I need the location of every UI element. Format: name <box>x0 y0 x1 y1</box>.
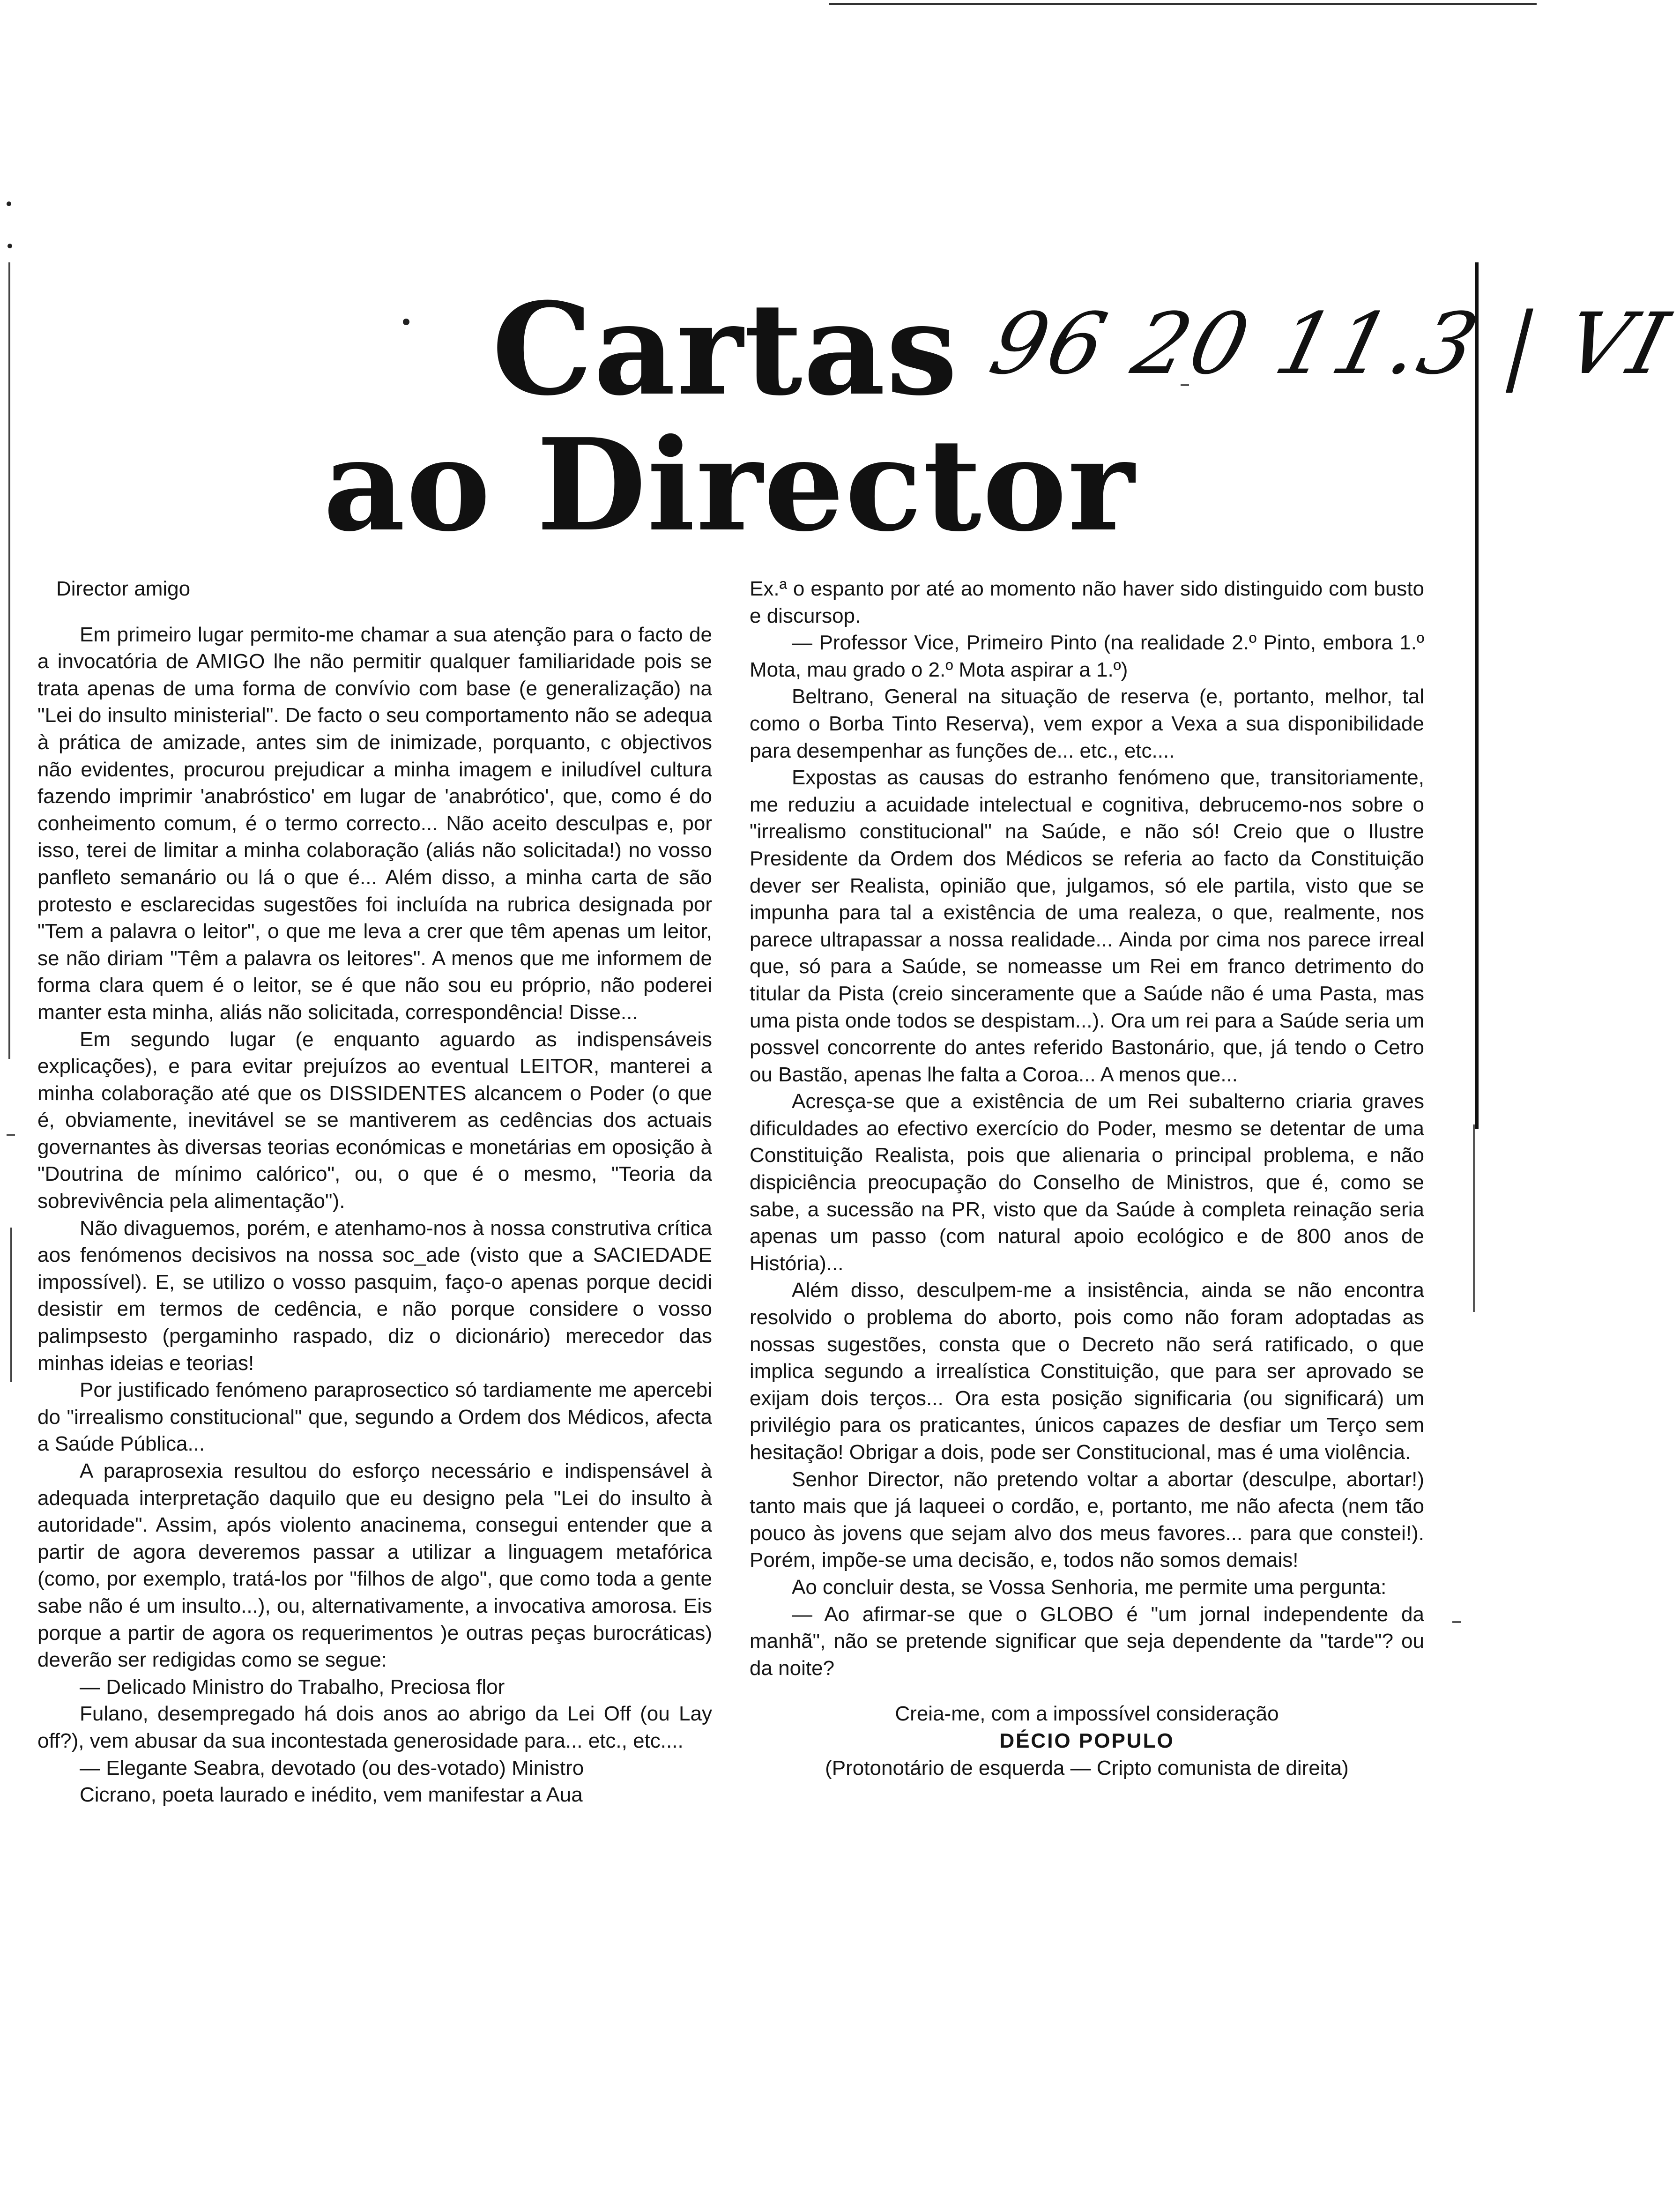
paragraph: Fulano, desempregado há dois anos ao abrigo da Lei Off (ou Lay off?), vem abusar da sua incontestada generosidade para... etc., etc.... <box>37 1702 712 1752</box>
scan-speck <box>7 244 12 248</box>
paragraph: Por justificado fenómeno paraprosectico só tardiamente me apercebi do "irrealismo constitucional" que, segundo a Ordem dos Médicos, afecta a Saúde Pública... <box>37 1378 712 1456</box>
scan-speck <box>7 1134 15 1136</box>
paragraph: Em primeiro lugar permito-me chamar a sua atenção para o facto de a invocatória de AMIGO lhe não permitir qualquer familiaridade pois se trata apenas de uma forma de convívio com base (e generalização) na "Lei do insulto ministerial". De facto o seu comportamento não se adequa à prática de amizade, antes sim de inimizade, porquanto, c objectivos não evidentes, procurou prejudicar a minha imagem e iniludível cultura fazendo imprimir 'anabróstico' em lugar de 'anabrótico', que, como é do conheimento comum, é o termo correcto... Não aceito desculpas e, por isso, terei de limitar a minha colaboração (aliás não solicitada!) no vosso panfleto semanário ou lá o que é... Além disso, a minha carta de são protesto e esclarecidas sugestões foi incluída na rubrica designada por "Tem a palavra o leitor", o que me leva a crer que têm apenas um leitor, se não diriam "Têm a palavra os leitores". A menos que me informem de forma clara quem é o leitor, se é que não sou eu próprio, não poderei manter esta minha, aliás não solicitada, correspondência! Disse... <box>37 623 712 1024</box>
paragraph: Não divaguemos, porém, e atenhamo-nos à nossa construtiva crítica aos fenómenos decisivos na nossa soc_ade (visto que a SACIEDADE impossível). E, se utilizo o vosso pasquim, faço-o apenas porque decidi desistir em termos de cedência, e não porque considere o vosso palimpsesto (pergaminho raspado, diz o dicionário) merecedor das minhas ideias e teorias! <box>37 1216 712 1375</box>
letter-column-right <box>750 575 1424 1781</box>
letter-salutation: Director amigo <box>56 577 191 600</box>
paragraph: Em segundo lugar (e enquanto aguardo as indispensáveis explicações), e para evitar prejuízos ao eventual LEITOR, manterei a minha colaboração até que os DISSIDENTES alcancem o Poder (o que é, obviamente, inevitável se se mantiverem as cedências dos actuais governantes às diversas teorias económicas e monetárias em oposição à "Doutrina de mínimo calórico", ou, o que é o mesmo, "Teoria da sobrevivência pela alimentação"). <box>37 1027 712 1213</box>
paragraph: Além disso, desculpem-me a insistência, ainda se não encontra resolvido o problema do aborto, pois como não foram adoptadas as nossas sugestões, consta que o Decreto não será ratificado, o que implica segundo a irrealística Constituição, que para ser aprovado se exijam dois terços... Ora esta posição significaria (ou significará) um privilégio para os praticantes, únicos capazes de desfiar um Terço sem hesitação! Obrigar a dois, pode ser Constitucional, mas é uma violência. <box>750 1279 1424 1464</box>
paragraph: — Elegante Seabra, devotado (ou des-votado) Ministro <box>80 1756 584 1779</box>
scan-left-edge-lower <box>10 1228 12 1382</box>
paragraph: — Ao afirmar-se que o GLOBO é "um jornal independente da manhã", não se pretende significar que seja dependente da "tarde"? ou da noite? <box>750 1602 1424 1680</box>
handwritten-archive-note <box>981 281 1680 422</box>
paragraph: Acresça-se que a existência de um Rei subalterno criaria graves dificuldades ao efectivo exercício do Poder, mesmo se detentar de uma Constituição Realista, pois que alienaria o principal problema, e não dispiciência preocupação do Conselho de Ministros, que é, como se sabe, a sucessão na PR, visto que da Saúde à completa reinação seria apenas um passo (com natural apoio ecológico e de 800 anos de História)... <box>750 1090 1424 1275</box>
paragraph: Cicrano, poeta laurado e inédito, vem manifestar a Aua <box>80 1783 583 1807</box>
paragraph: Ex.ª o espanto por até ao momento não haver sido distinguido com busto e discursop. <box>750 577 1424 627</box>
scan-speck <box>7 201 11 206</box>
scan-right-edge-lower <box>1473 1124 1475 1312</box>
paragraph: Expostas as causas do estranho fenómeno que, transitoriamente, me reduziu a acuidade intelectual e cognitiva, debrucemo-nos sobre o "irrealismo constitucional" na Saúde, e não só! Creio que o Ilustre Presidente da Ordem dos Médicos se referia ao facto da Constituição dever ser Realista, opinião que, julgamos, só ele partila, visto que se impunha para tal a existência de uma realeza, o que, realmente, nos parece ultrapassar a nossa realidade... Ainda por cima nos parece irreal que, só para a Saúde, se nomeasse um Rei em franco detrimento do titular da Pista (creio sinceramente que a Saúde não é uma Pasta, mas uma pista onde todos se despistam...). Ora um rei para a Saúde seria um possvel concorrente do antes referido Bastonário, que, já tendo o Cetro ou Bastão, apenas lhe falta a Coroa... A menos que... <box>750 766 1424 1086</box>
paragraph: A paraprosexia resultou do esforço necessário e indispensável à adequada interpretação daquilo que eu designo pela "Lei do insulto à autoridade". Assim, após violento anacinema, consegui entender que a partir de agora deveremos passar a utilizar a linguagem metafórica (como, por exemplo, tratá-los por "filhos de algo", que como toda a gente sabe não é um insulto...), ou, alternativamente, a invocativa amorosa. Eis porque a partir de agora os requerimentos )e outras peças burocráticas) deverão ser redigidas como se segue: <box>37 1459 712 1672</box>
paragraph: — Professor Vice, Primeiro Pinto (na realidade 2.º Pinto, embora 1.º Mota, mau grado o 2.º Mota aspirar a 1.º) <box>750 631 1424 681</box>
letter-signature: DÉCIO POPULO <box>999 1729 1175 1752</box>
paragraph: Ao concluir desta, se Vossa Senhoria, me permite uma pergunta: <box>792 1575 1387 1599</box>
headline-line-1: Cartas <box>492 275 959 424</box>
letter-signature-note: (Protonotário de esquerda — Cripto comunista de direita) <box>825 1756 1349 1779</box>
scan-speck <box>403 319 409 325</box>
paragraph: Senhor Director, não pretendo voltar a abortar (desculpe, abortar!) tanto mais que já laqueei o cordão, e, portanto, me não afecta (nem tão pouco às jovens que sejam alvo dos meus favores... para que constei!). Porém, impõe-se uma decisão, e, todos não somos demais! <box>750 1467 1424 1572</box>
paragraph: Beltrano, General na situação de reserva (e, portanto, melhor, tal como o Borba Tinto Reserva), vem expor a Vexa a sua disponibilidade para desempenhar as funções de... etc., etc.... <box>750 685 1424 762</box>
letter-column-left <box>37 575 712 1809</box>
paragraph: — Delicado Ministro do Trabalho, Preciosa flor <box>80 1675 505 1698</box>
letter-closing: Creia-me, com a impossível consideração <box>895 1702 1279 1726</box>
scan-left-edge <box>8 262 10 1059</box>
scan-speck <box>1452 1621 1461 1623</box>
handwritten-note-text: 96 20 11.3 | VI <box>981 295 1680 393</box>
scan-top-line <box>829 3 1537 5</box>
headline-line-2: ao Director <box>323 410 1136 559</box>
